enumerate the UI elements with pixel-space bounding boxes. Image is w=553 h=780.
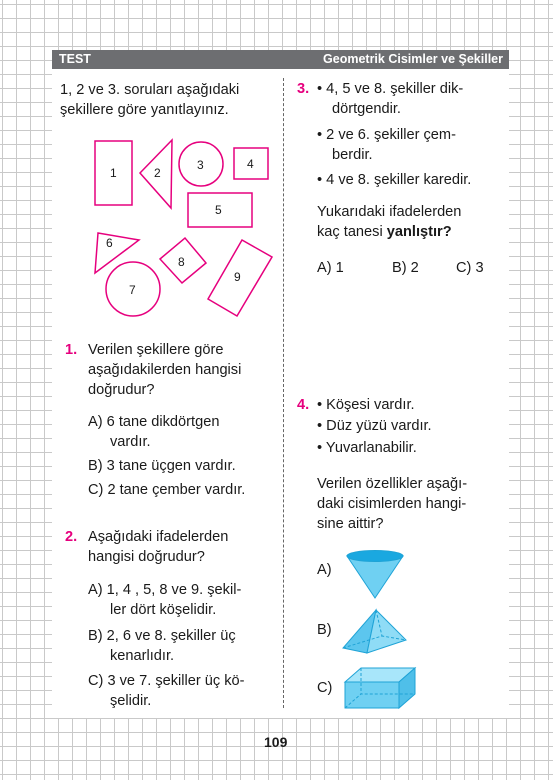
q3-stem-line-1: Yukarıdaki ifadelerden — [317, 204, 462, 220]
q4-number: 4. — [297, 397, 310, 413]
q2-option-a-cont: ler dört köşelidir. — [110, 602, 217, 618]
q3-bullet-2: • 2 ve 6. şekiller çem- — [317, 127, 456, 143]
q3-bullet-2-cont: berdir. — [332, 147, 373, 163]
shape-label-1: 1 — [110, 166, 117, 180]
square-pyramid-icon — [340, 608, 410, 656]
shape-label-8: 8 — [178, 255, 185, 269]
q2-option-c-cont: şelidir. — [110, 693, 152, 709]
shape-label-6: 6 — [106, 236, 113, 250]
q3-number: 3. — [297, 81, 310, 97]
q3-option-b[interactable]: B) 2 — [392, 260, 419, 276]
q3-bullet-3: • 4 ve 8. şekiller karedir. — [317, 172, 472, 188]
q1-number: 1. — [65, 342, 78, 358]
q4-option-a[interactable]: A) — [317, 562, 332, 578]
q4-option-c[interactable]: C) — [317, 680, 333, 696]
shape-label-3: 3 — [197, 158, 204, 172]
q4-option-b[interactable]: B) — [317, 622, 332, 638]
topic-title: Geometrik Cisimler ve Şekiller — [323, 52, 503, 66]
q2-option-a[interactable]: A) 1, 4 , 5, 8 ve 9. şekil- — [88, 582, 242, 598]
q4-bullet-2: • Düz yüzü vardır. — [317, 418, 432, 434]
q3-option-c[interactable]: C) 3 — [456, 260, 484, 276]
q2-option-c[interactable]: C) 3 ve 7. şekiller üç kö- — [88, 673, 245, 689]
q3-option-a[interactable]: A) 1 — [317, 260, 344, 276]
shape-label-5: 5 — [215, 203, 222, 217]
q2-number: 2. — [65, 529, 78, 545]
q3-bullet-1-cont: dörtgendir. — [332, 101, 401, 117]
q1-option-a[interactable]: A) 6 tane dikdörtgen — [88, 414, 220, 430]
intro-line-1: 1, 2 ve 3. soruları aşağıdaki — [60, 82, 240, 98]
page-number: 109 — [264, 734, 288, 750]
q1-line-2: aşağıdakilerden hangisi — [88, 362, 242, 378]
q1-option-a-cont: vardır. — [110, 434, 151, 450]
q4-bullet-1: • Köşesi vardır. — [317, 397, 415, 413]
q1-line-1: Verilen şekillere göre — [88, 342, 224, 358]
cone-icon — [345, 548, 405, 602]
q1-line-3: doğrudur? — [88, 382, 155, 398]
q3-stem-line-2 — [317, 222, 452, 242]
rectangular-prism-icon — [343, 664, 417, 712]
q2-line-2: hangisi doğrudur? — [88, 549, 205, 565]
shape-label-9: 9 — [234, 270, 241, 284]
q4-stem-line-1: Verilen özellikler aşağı- — [317, 476, 468, 492]
intro-line-2: şekillere göre yanıtlayınız. — [60, 102, 229, 118]
q4-bullet-3: • Yuvarlanabilir. — [317, 440, 417, 456]
q2-line-1: Aşağıdaki ifadelerden — [88, 529, 229, 545]
shape-label-4: 4 — [247, 157, 254, 171]
q3-stem-qmark: ? — [442, 224, 452, 240]
q4-stem-line-3: sine aittir? — [317, 516, 384, 532]
q3-bullet-1: • 4, 5 ve 8. şekiller dik- — [317, 81, 464, 97]
test-label: TEST — [59, 52, 91, 66]
q3-stem-emphasis: yanlıştır — [386, 224, 443, 240]
q2-option-b[interactable]: B) 2, 6 ve 8. şekiller üç — [88, 628, 236, 644]
shape-label-2: 2 — [154, 166, 161, 180]
q1-option-b[interactable]: B) 3 tane üçgen vardır. — [88, 458, 236, 474]
q4-stem-line-2: daki cisimlerden hangi- — [317, 496, 467, 512]
q3-stem-text: kaç tanesi — [317, 224, 387, 240]
q2-option-b-cont: kenarlıdır. — [110, 648, 175, 664]
shape-label-7: 7 — [129, 283, 136, 297]
q1-option-c[interactable]: C) 2 tane çember vardır. — [88, 482, 246, 498]
